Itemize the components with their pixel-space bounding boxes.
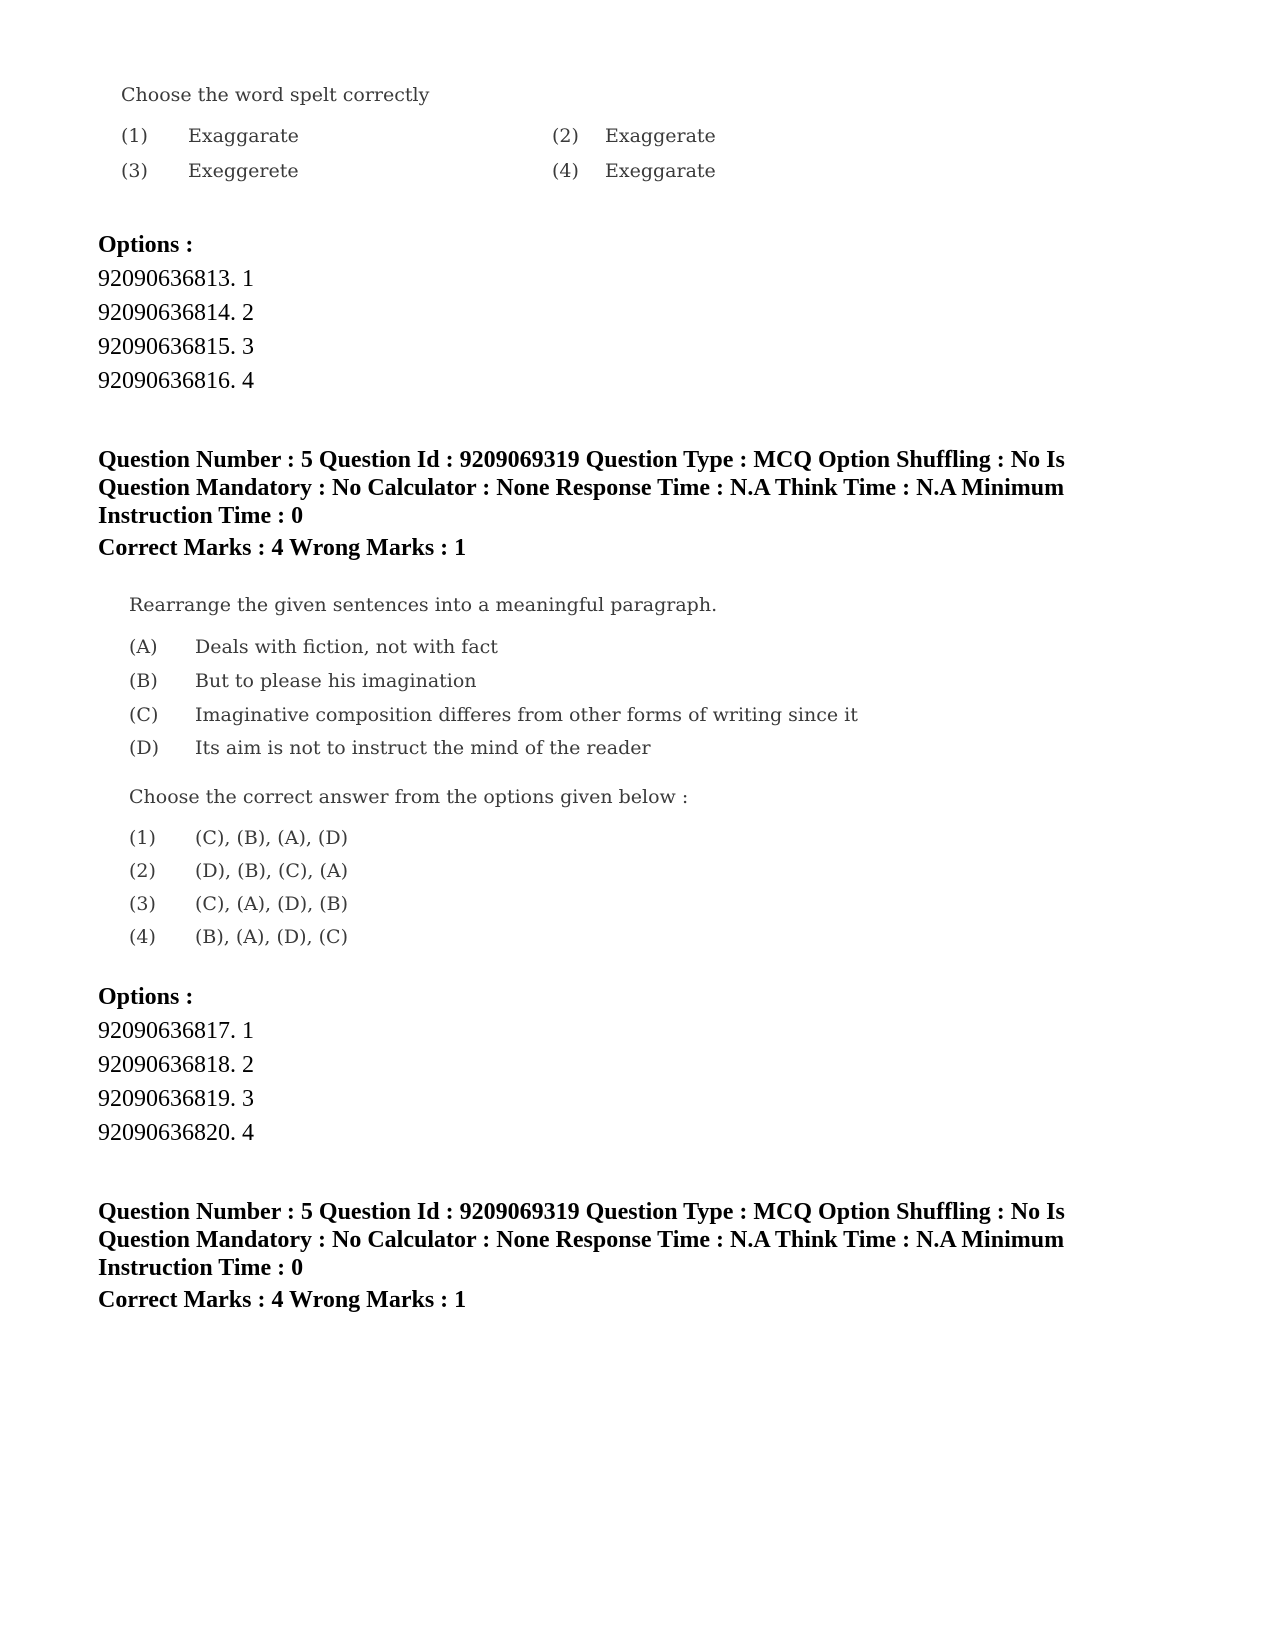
question-image-rearrange (0, 590, 1275, 970)
sentence-text: Its aim is not to instruct the mind of the reader (195, 737, 651, 759)
choice-number: (3) (121, 160, 148, 182)
question-prompt: Choose the word spelt correctly (121, 84, 430, 106)
choice-text: Exeggarate (605, 160, 716, 182)
choice-text: Exaggarate (188, 125, 299, 147)
option-line: 92090636819. 3 (98, 1086, 254, 1112)
sentence-label: (D) (129, 737, 160, 759)
choice-number: (2) (552, 125, 579, 147)
choice-number: (3) (129, 893, 156, 915)
choice-text: (D), (B), (C), (A) (195, 860, 348, 882)
option-line: 92090636816. 4 (98, 368, 254, 394)
marks-line: Correct Marks : 4 Wrong Marks : 1 (98, 535, 467, 561)
choice-text: Exeggerete (188, 160, 299, 182)
sentence-text: But to please his imagination (195, 670, 477, 692)
choice-number: (1) (129, 827, 156, 849)
sentence-label: (B) (129, 670, 158, 692)
choose-instruction: Choose the correct answer from the options given below : (129, 786, 689, 808)
marks-line: Correct Marks : 4 Wrong Marks : 1 (98, 1287, 467, 1313)
option-line: 92090636814. 2 (98, 300, 254, 326)
choice-number: (1) (121, 125, 148, 147)
choice-text: (B), (A), (D), (C) (195, 926, 348, 948)
sentence-text: Imaginative composition differes from other forms of writing since it (195, 704, 858, 726)
choice-text: (C), (A), (D), (B) (195, 893, 348, 915)
option-line: 92090636817. 1 (98, 1018, 254, 1044)
question-image-spelling (0, 0, 1275, 200)
options-heading: Options : (98, 984, 194, 1010)
option-line: 92090636818. 2 (98, 1052, 254, 1078)
sentence-label: (A) (129, 636, 158, 658)
choice-number: (2) (129, 860, 156, 882)
question-prompt: Rearrange the given sentences into a meaningful paragraph. (129, 594, 718, 616)
option-line: 92090636813. 1 (98, 266, 254, 292)
choice-text: Exaggerate (605, 125, 716, 147)
options-heading: Options : (98, 232, 194, 258)
choice-number: (4) (129, 926, 156, 948)
choice-text: (C), (B), (A), (D) (195, 827, 348, 849)
sentence-label: (C) (129, 704, 159, 726)
question-header: Question Number : 5 Question Id : 9209069319 Question Type : MCQ Option Shuffling : No Is Question Mandatory : No Calculator : None Response Time : N.A Think Time : N.A Minimum Instruction Time : 0 (98, 447, 1065, 529)
option-line: 92090636820. 4 (98, 1120, 254, 1146)
option-line: 92090636815. 3 (98, 334, 254, 360)
choice-number: (4) (552, 160, 579, 182)
question-header: Question Number : 5 Question Id : 9209069319 Question Type : MCQ Option Shuffling : No Is Question Mandatory : No Calculator : None Response Time : N.A Think Time : N.A Minimum Instruction Time : 0 (98, 1199, 1065, 1281)
sentence-text: Deals with fiction, not with fact (195, 636, 498, 658)
